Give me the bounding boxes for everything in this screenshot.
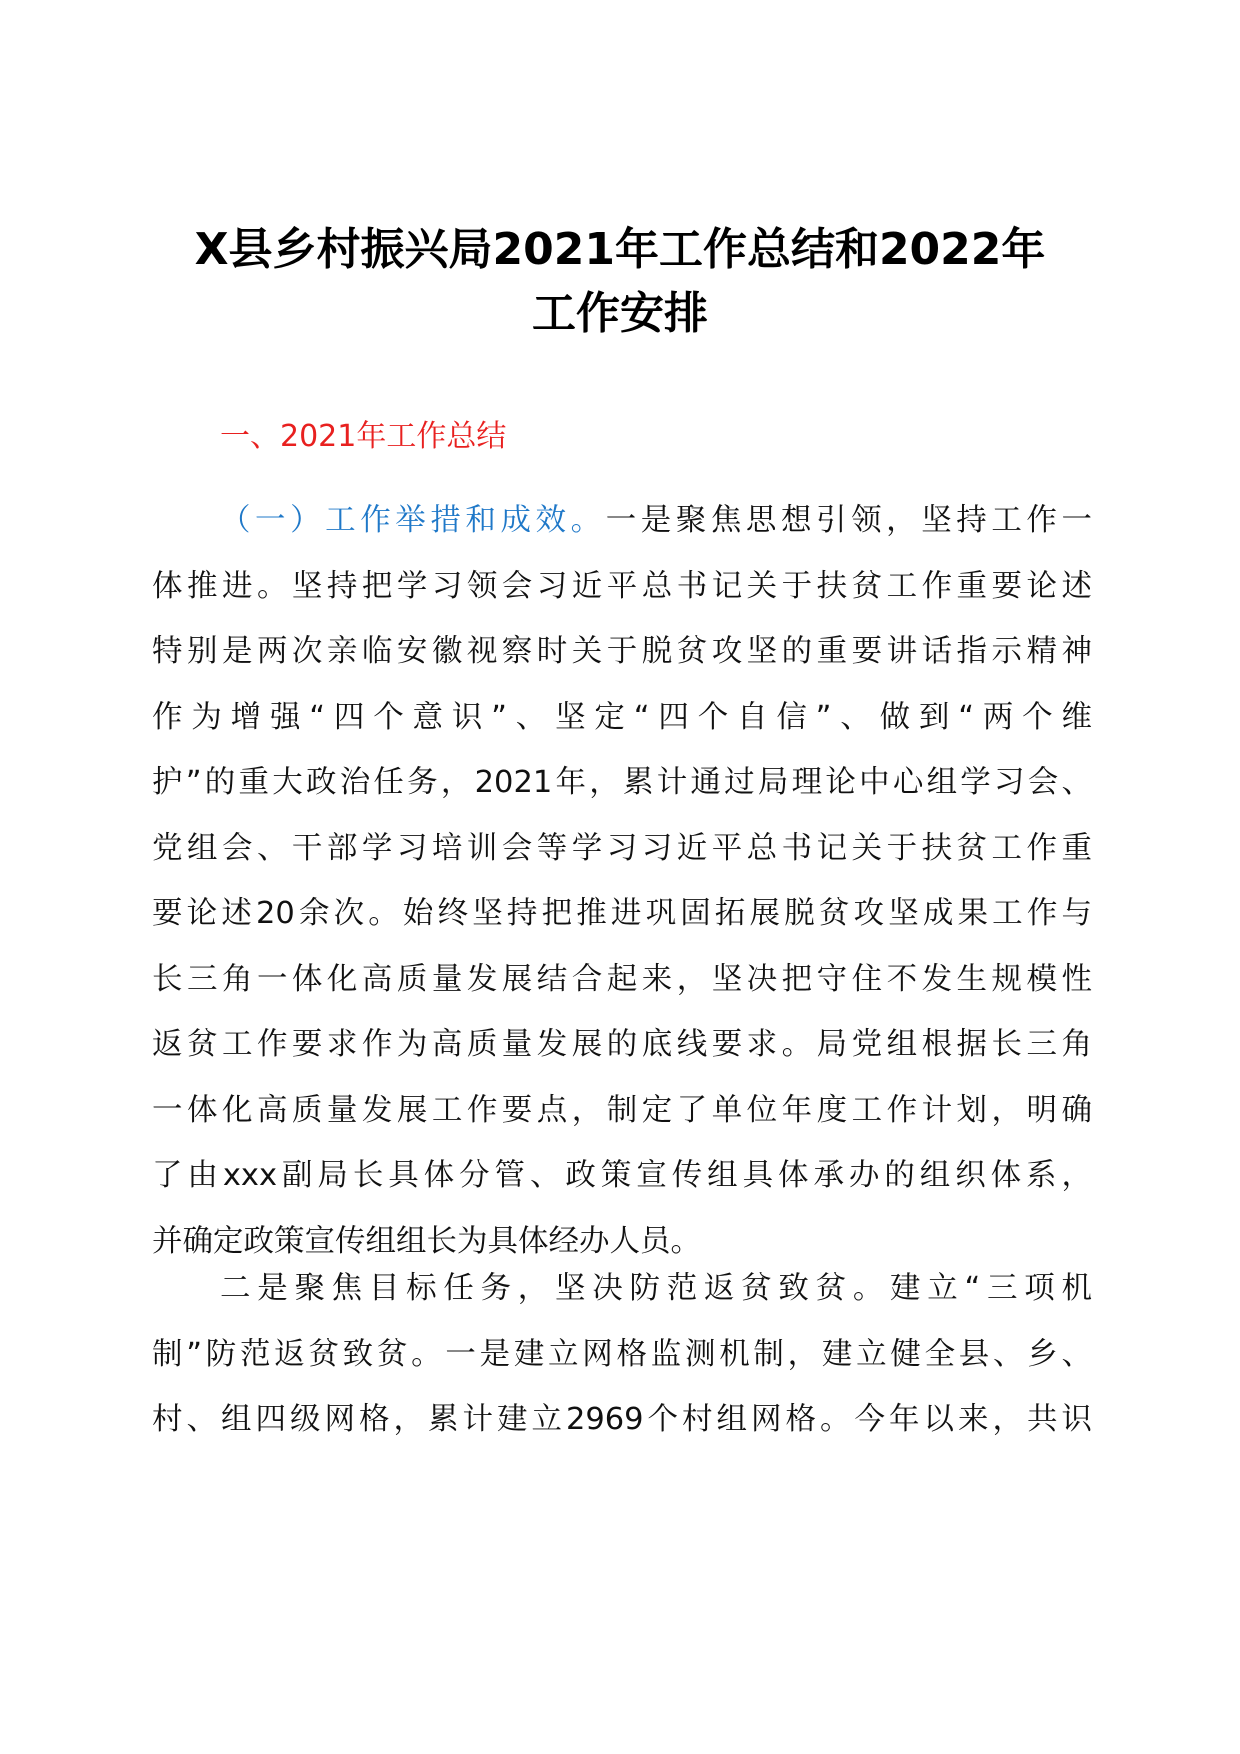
title-line-2: 工作安排 xyxy=(532,288,708,339)
paragraph-line: 二是聚焦目标任务，坚决防范返贫致贫。建立“三项机 xyxy=(220,1271,1092,1306)
paragraph-goal-tasks xyxy=(152,1256,1092,1453)
title-line-1: X县乡村振兴局2021年工作总结和2022年 xyxy=(194,224,1046,275)
paragraph-line: 村、组四级网格，累计建立2969个村组网格。今年以来，共识 xyxy=(152,1402,1092,1437)
document-title xyxy=(150,218,1090,346)
paragraph-line: 特别是两次亲临安徽视察时关于脱贫攻坚的重要讲话指示精神 xyxy=(152,634,1092,669)
paragraph-line: 护”的重大政治任务，2021年，累计通过局理论中心组学习会、 xyxy=(152,765,1092,800)
paragraph-line: 要论述20余次。始终坚持把推进巩固拓展脱贫攻坚成果工作与 xyxy=(152,896,1092,931)
paragraph-line: 返贫工作要求作为高质量发展的底线要求。局党组根据长三角 xyxy=(152,1027,1092,1062)
paragraph-work-measures xyxy=(152,488,1092,1274)
paragraph-line: 党组会、干部学习培训会等学习习近平总书记关于扶贫工作重 xyxy=(152,830,1092,866)
section-heading: 一、2021年工作总结 xyxy=(220,419,507,454)
paragraph-line xyxy=(152,488,1092,554)
paragraph-line: 并确定政策宣传组组长为具体经办人员。 xyxy=(152,1223,701,1259)
paragraph-line: 作为增强“四个意识”、坚定“四个自信”、做到“两个维 xyxy=(152,699,1092,735)
paragraph-line: 体推进。坚持把学习领会习近平总书记关于扶贫工作重要论述 xyxy=(152,568,1092,604)
paragraph-line: 长三角一体化高质量发展结合起来，坚决把守住不发生规模性 xyxy=(152,961,1092,997)
paragraph-line: 制”防范返贫致贫。一是建立网格监测机制，建立健全县、乡、 xyxy=(152,1336,1092,1372)
paragraph-line: 了由xxx副局长具体分管、政策宣传组具体承办的组织体系， xyxy=(152,1158,1092,1193)
paragraph-line-text: 一是聚焦思想引领，坚持工作一 xyxy=(605,503,1092,538)
sub-heading: （一）工作举措和成效。 xyxy=(220,503,606,538)
paragraph-line: 一体化高质量发展工作要点，制定了单位年度工作计划，明确 xyxy=(152,1092,1092,1128)
